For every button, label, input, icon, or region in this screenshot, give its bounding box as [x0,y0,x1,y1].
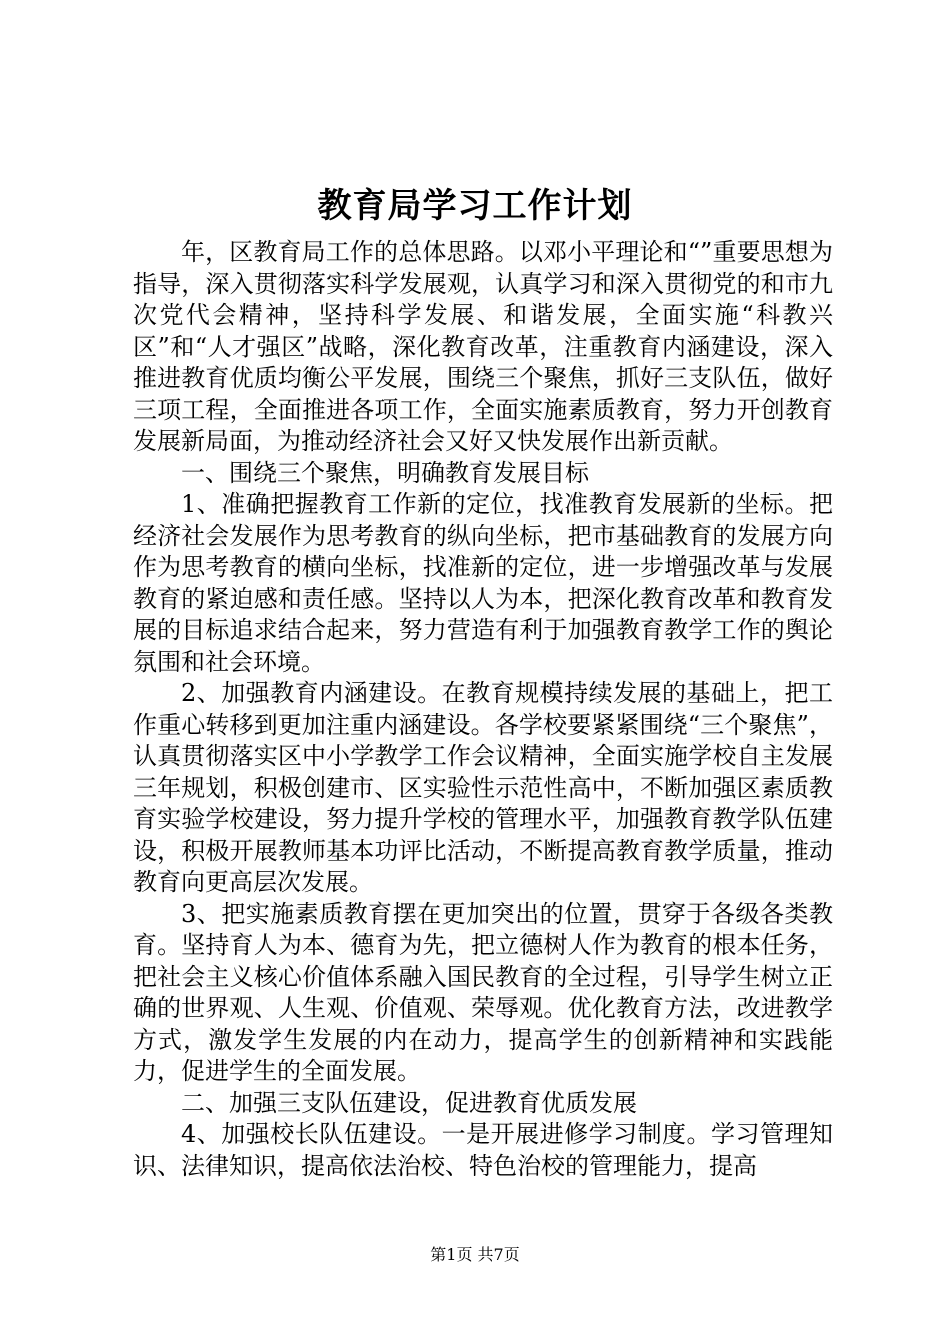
paragraph-item-3: 3、把实施素质教育摆在更加突出的位置，贯穿于各级各类教育。坚持育人为本、德育为先，把立德树人作为教育的根本任务，把社会主义核心价值体系融入国民教育的全过程，引导学生树立正确的世界观、人生观、价值观、荣辱观。优化教育方法，改进教学方式，激发学生发展的内在动力，提高学生的创新精神和实践能力，促进学生的全面发展。 [133,899,833,1085]
document-body [133,237,833,1182]
document-title: 教育局学习工作计划 [317,186,633,226]
section-heading-2: 二、加强三支队伍建设，促进教育优质发展 [181,1088,637,1117]
paragraph-item-4: 4、加强校长队伍建设。一是开展进修学习制度。学习管理知识、法律知识，提高依法治校、特色治校的管理能力，提高 [133,1120,833,1180]
page-footer: 第1页 共7页 [430,1245,520,1264]
section-heading-1: 一、围绕三个聚焦，明确教育发展目标 [181,458,589,487]
paragraph-intro: 年，区教育局工作的总体思路。以邓小平理论和“”重要思想为指导，深入贯彻落实科学发展观，认真学习和深入贯彻党的和市九次党代会精神，坚持科学发展、和谐发展，全面实施“科教兴区”和“人才强区”战略，深化教育改革，注重教育内涵建设，深入推进教育优质均衡公平发展，围绕三个聚焦，抓好三支队伍，做好三项工程，全面推进各项工作，全面实施素质教育，努力开创教育发展新局面，为推动经济社会又好又快发展作出新贡献。 [133,238,833,455]
paragraph-item-2: 2、加强教育内涵建设。在教育规模持续发展的基础上，把工作重心转移到更加注重内涵建设。各学校要紧紧围绕“三个聚焦”，认真贯彻落实区中小学教学工作会议精神，全面实施学校自主发展三年规划，积极创建市、区实验性示范性高中，不断加强区素质教育实验学校建设，努力提升学校的管理水平，加强教育教学队伍建设，积极开展教师基本功评比活动，不断提高教育教学质量，推动教育向更高层次发展。 [133,679,833,896]
paragraph-item-1: 1、准确把握教育工作新的定位，找准教育发展新的坐标。把经济社会发展作为思考教育的纵向坐标，把市基础教育的发展方向作为思考教育的横向坐标，找准新的定位，进一步增强改革与发展教育的紧迫感和责任感。坚持以人为本，把深化教育改革和教育发展的目标追求结合起来，努力营造有利于加强教育教学工作的舆论氛围和社会环境。 [133,490,833,676]
